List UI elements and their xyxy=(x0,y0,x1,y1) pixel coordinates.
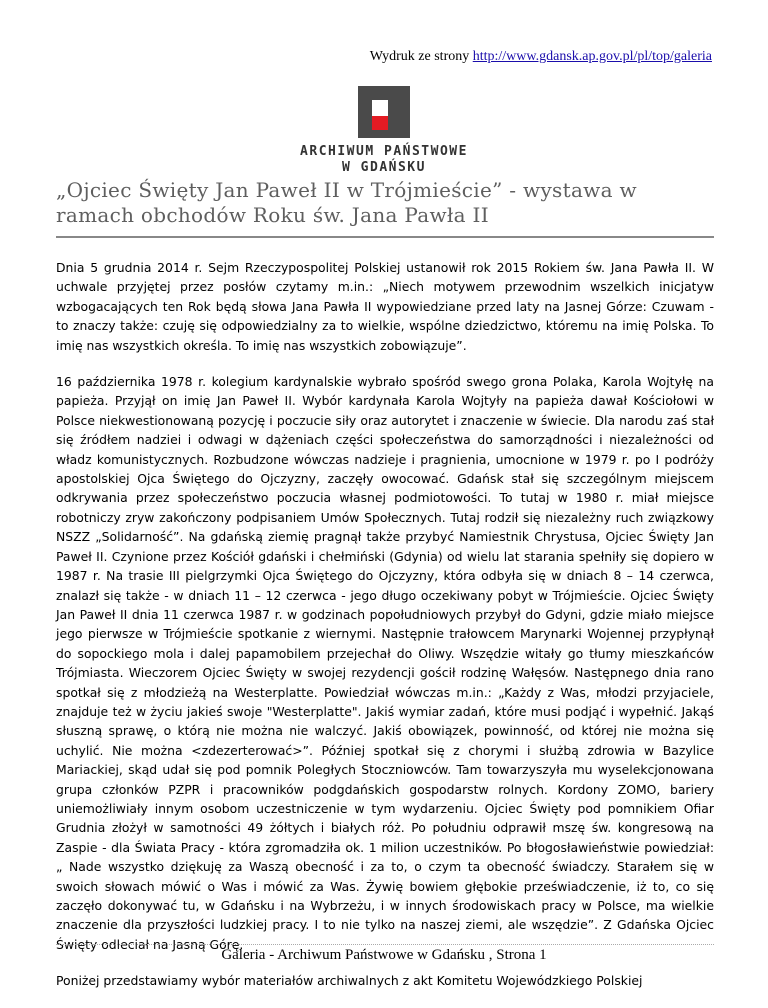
paragraph-3: Poniżej przedstawiamy wybór materiałów archiwalnych z akt Komitetu Wojewódzkiego Polskiej xyxy=(56,973,643,989)
page-footer: Galeria - Archiwum Państwowe w Gdańsku , Strona 1 xyxy=(221,947,547,963)
archive-logo xyxy=(0,86,768,176)
article-body xyxy=(56,258,714,1008)
page-title: „Ojciec Święty Jan Paweł II w Trójmieście” - wystawa w ramach obchodów Roku św. Jana Pawła II xyxy=(56,178,637,227)
printed-from-label: Wydruk ze strony xyxy=(369,49,470,64)
paragraph-1: Dnia 5 grudnia 2014 r. Sejm Rzeczypospolitej Polskiej ustanowił rok 2015 Rokiem św. Jana Pawła II. W uchwale przyjętej przez posłów czytamy m.in.: „Niech motywem przewodnim wszelkich inicjatyw wzbogacających ten Rok będą słowa Jana Pawła II wypowiedziane przed laty na Jasnej Górze: Czuwam - to znaczy także: czuję się odpowiedzialny za to wielkie, wspólne dziedzictwo, któremu na imię Polska. To imię nas wszystkich określa. To imię nas wszystkich zobowiązuje”. xyxy=(56,260,714,353)
printed-from-line xyxy=(370,49,712,65)
logo-line-1: ARCHIWUM PAŃSTWOWE xyxy=(300,144,468,159)
footer-divider xyxy=(56,944,714,945)
printed-from-link[interactable]: http://www.gdansk.ap.gov.pl/pl/top/galeria xyxy=(472,49,712,64)
logo-line-2: W GDAŃSKU xyxy=(342,160,426,175)
title-divider xyxy=(56,236,714,238)
paragraph-2: 16 października 1978 r. kolegium kardynalskie wybrało spośród swego grona Polaka, Karola Wojtyłę na papieża. Przyjął on imię Jan Paweł II. Wybór kardynała Karola Wojtyły na papieża dawał Kościołowi w Polsce niekwestionowaną pozycję i poczucie siły oraz autorytet i znaczenie w świecie. Dla narodu zaś stał się źródłem nadziei i odwagi w dążeniach części społeczeństwa do samorządności i niezależności od władz komunistycznych. Rozbudzone wówczas nadzieje i pragnienia, umocnione w 1979 r. po I podróży apostolskiej Ojca Świętego do Ojczyzny, zaczęły owocować. Gdańsk stał się szczególnym miejscem odkrywania przez społeczeństwo poczucia własnej podmiotowości. To tutaj w 1980 r. miał miejsce robotniczy zryw zakończony podpisaniem Umów Społecznych. Tutaj rodził się niezależny ruch związkowy NSZZ „Solidarność”. Na gdańską ziemię pragnął także przybyć Namiestnik Chrystusa, Ojciec Święty Jan Paweł II. Czynione przez Kościół gdański i chełmiński (Gdynia) od wielu lat starania spełniły się dopiero w 1987 r. Na trasie III pielgrzymki Ojca Świętego do Ojczyzny, która odbyła się w dniach 8 – 14 czerwca, znalazł się także - w dniach 11 – 12 czerwca - jego długo oczekiwany pobyt w Trójmieście. Ojciec Święty Jan Paweł II dnia 11 czerwca 1987 r. w godzinach popołudniowych przybył do Gdyni, gdzie miało miejsce jego pierwsze w Trójmieście spotkanie z wiernymi. Następnie trałowcem Marynarki Wojennej przypłynął do sopockiego mola i dalej papamobilem przejechał do Oliwy. Wszędzie witały go tłumy mieszkańców Trójmiasta. Wieczorem Ojciec Święty w swojej rezydencji gościł rodzinę Wałęsów. Następnego dnia rano spotkał się z młodzieżą na Westerplatte. Powiedział wówczas m.in.: „Każdy z Was, młodzi przyjaciele, znajduje też w życiu jakieś swoje "Westerplatte". Jakiś wymiar zadań, które musi podjąć i wypełnić. Jakąś słuszną sprawę, o którą nie można nie walczyć. Jakiś obowiązek, powinność, od której nie można się uchylić. Nie można <zdezerterować>”. Później spotkał się z chorymi i służbą zdrowia w Bazylice Mariackiej, skąd udał się pod pomnik Poległych Stoczniowców. Tam towarzyszyła mu wyselekcjonowana grupa członków PZPR i pracowników podgdańskich gospodarstw rolnych. Kordony ZOMO, bariery uniemożliwiały innym osobom uczestniczenie w tym wydarzeniu. Ojciec Święty pod pomnikiem Ofiar Grudnia złożył w samotności 49 żółtych i białych róż. Po południu odprawił mszę św. kongresową na Zaspie - dla Świata Pracy - która zgromadziła ok. 1 milion uczestników. Po błogosławieństwie powiedział: „ Nade wszystko dziękuję za Waszą obecność i za to, o czym ta obecność świadczy. Starałem się w swoich słowach mówić o Was i mówić za Was. Żywię bowiem głębokie przeświadczenie, iż to, co się zaczęło dokonywać tu, w Gdańsku i na Wybrzeżu, i w innych środowiskach pracy w Polsce, ma wielkie znaczenie dla przyszłości ludzkiej pracy. I to nie tylko na naszej ziemi, ale wszędzie”. Z Gdańska Ojciec Święty odleciał na Jasną Górę. xyxy=(56,374,714,952)
archive-logo-icon xyxy=(358,86,410,138)
archive-logo-text xyxy=(0,144,768,176)
